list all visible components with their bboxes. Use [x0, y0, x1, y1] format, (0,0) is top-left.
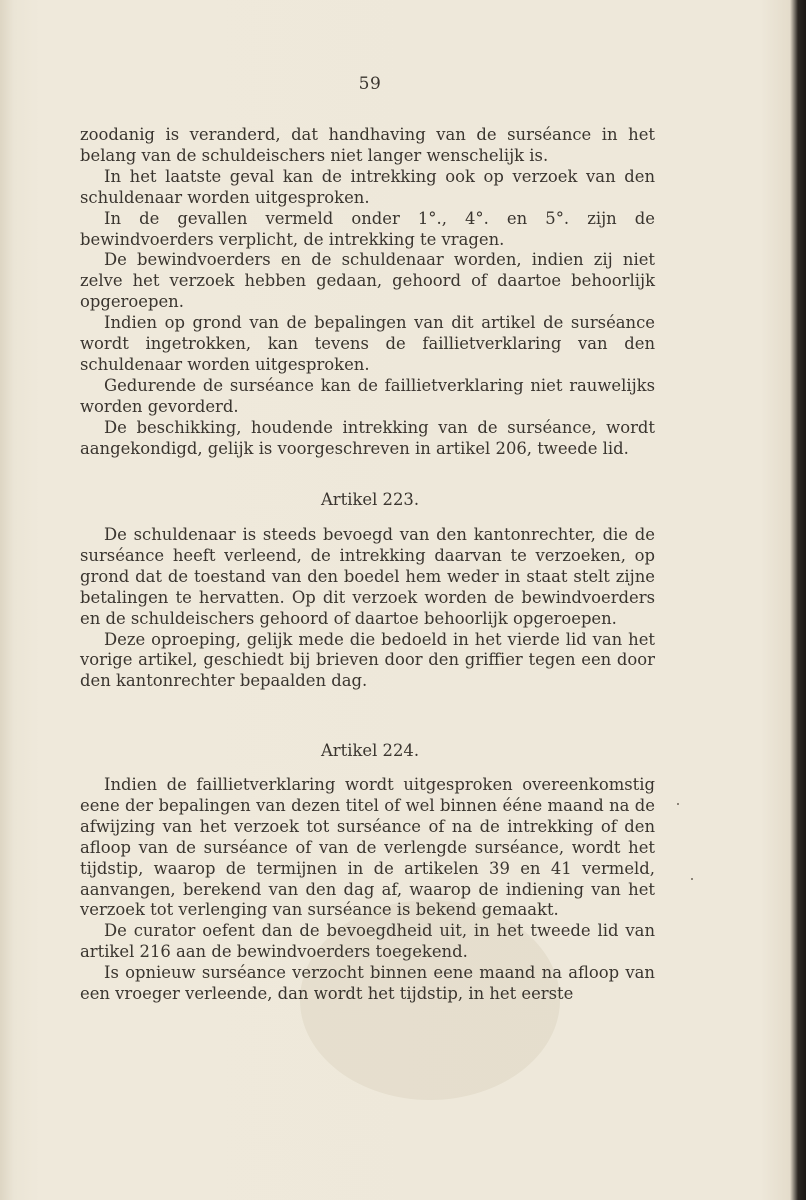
paragraph: De beschikking, houdende intrekking van de surséance, wordt aangekondigd, gelijk is voorgeschreven in artikel 206, tweede lid. [80, 417, 655, 458]
paper-speck [691, 878, 693, 880]
paragraph: In de gevallen vermeld onder 1°., 4°. en 5°. zijn de bewindvoerders verplicht, de intrekking te vragen. [80, 208, 655, 249]
paragraph: Indien op grond van de bepalingen van dit artikel de surséance wordt ingetrokken, kan tevens de faillietverklaring van den schuldenaar worden uitgesproken. [80, 313, 655, 374]
paragraph: De schuldenaar is steeds bevoegd van den kantonrechter, die de surséance heeft verleend, de intrekking daarvan te verzoeken, op grond dat de toestand van den boedel hem weder in staat stelt zijne betalingen te hervatten. Op dit verzoek worden de bewindvoerders en de schuldeischers gehoord of daartoe behoorlijk opgeroepen. [80, 525, 655, 628]
article-224-heading: Artikel 224. [320, 741, 420, 760]
article-224-text [80, 775, 655, 1005]
paper-speck [677, 803, 679, 805]
article-223-heading: Artikel 223. [320, 490, 420, 509]
page-number: 59 [358, 74, 382, 94]
paragraph: De curator oefent dan de bevoegdheid uit, in het tweede lid van artikel 216 aan de bewindvoerders toegekend. [80, 921, 655, 962]
article-223-text [80, 525, 655, 692]
paragraph: In het laatste geval kan de intrekking ook op verzoek van den schuldenaar worden uitgesproken. [80, 166, 655, 207]
paragraph: Is opnieuw surséance verzocht binnen eene maand na afloop van een vroeger verleende, dan wordt het tijdstip, in het eerste [80, 963, 655, 1004]
paragraph: Gedurende de surséance kan de faillietverklaring niet rauwelijks worden gevorderd. [80, 375, 655, 416]
paragraph: zoodanig is veranderd, dat handhaving van de surséance in het belang van de schuldeischers niet langer wenschelijk is. [80, 125, 655, 165]
section-text [80, 125, 655, 460]
paragraph: Deze oproeping, gelijk mede die bedoeld in het vierde lid van het vorige artikel, geschiedt bij brieven door den griffier tegen een door den kantonrechter bepaalden dag. [80, 629, 655, 691]
paragraph: De bewindvoerders en de schuldenaar worden, indien zij niet zelve het verzoek hebben gedaan, gehoord of daartoe behoorlijk opgeroepen. [80, 250, 655, 312]
paragraph: Indien de faillietverklaring wordt uitgesproken overeenkomstig eene der bepalingen van dezen titel of wel binnen ééne maand na de afwijzing van het verzoek tot surséance of na de intrekking of den afloop van de surséance of van de verlengde surséance, wordt het tijdstip, waarop de termijnen in de artikelen 39 en 41 vermeld, aanvangen, berekend van den dag af, waarop de indiening van het verzoek tot verlenging van surséance is bekend gemaakt. [80, 775, 655, 920]
